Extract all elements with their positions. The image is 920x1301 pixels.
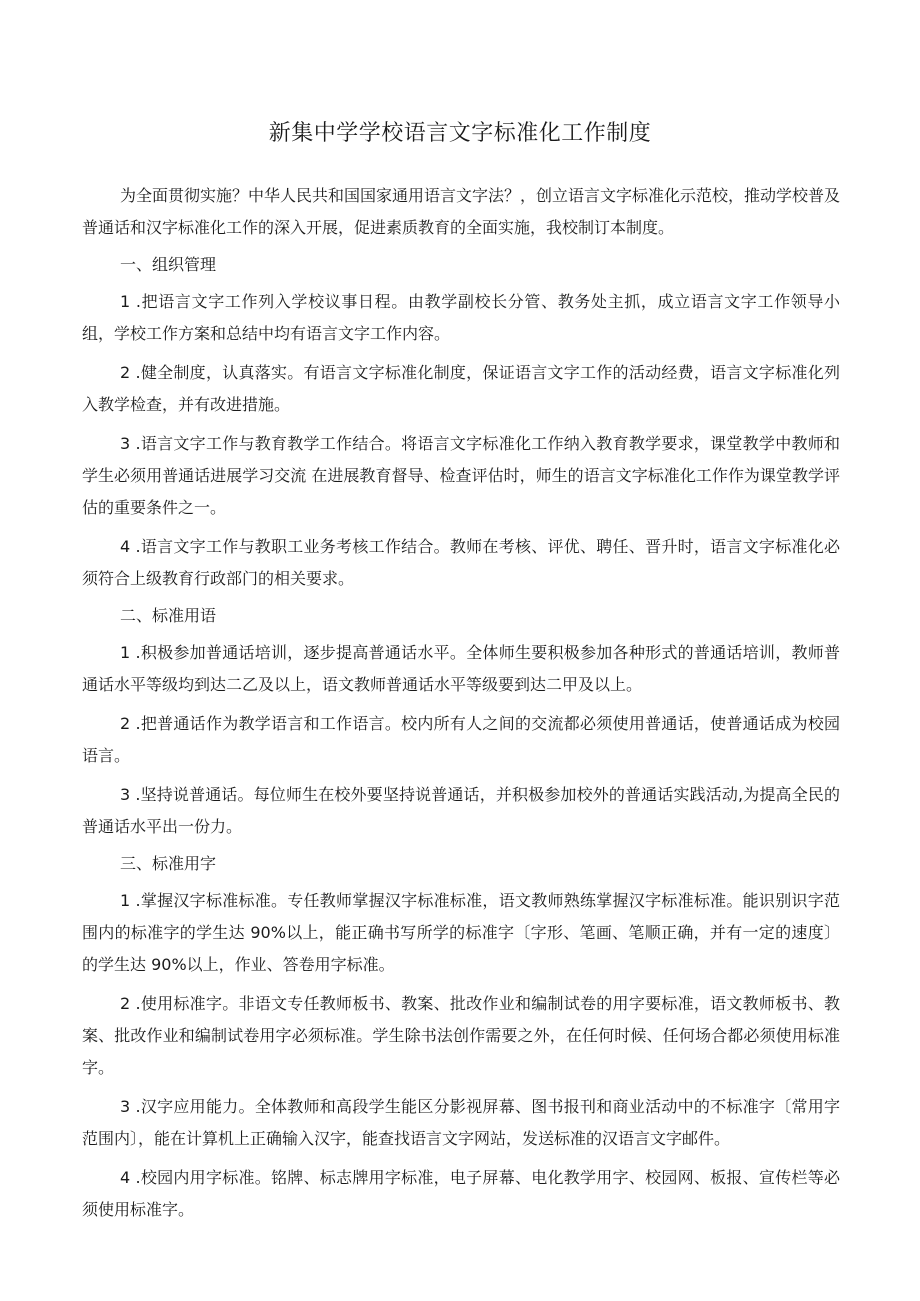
intro-paragraph: 为全面贯彻实施？中华人民共和国国家通用语言文字法？，创立语言文字标准化示范校，推动学校普及普通话和汉字标准化工作的深入开展，促进素质教育的全面实施，我校制订本制度。 [82,186,841,237]
section-item: 1 .把语言文字工作列入学校议事日程。由教学副校长分管、教务处主抓，成立语言文字工作领导小组，学校工作方案和总结中均有语言文字工作内容。 [82,292,840,343]
section-item: 2 .健全制度，认真落实。有语言文字标准化制度，保证语言文字工作的活动经费，语言文字标准化列入教学检查，并有改进措施。 [82,363,840,414]
section-heading: 一、组织管理 [120,255,217,274]
section-item: 1 .掌握汉字标准标准。专任教师掌握汉字标准标准，语文教师熟练掌握汉字标准标准。能识别识字范围内的标准字的学生达 90%以上，能正确书写所学的标准字〔字形、笔画、笔顺正确，并有一定的速度〕的学生达 90%以上，作业、答卷用字标准。 [82,891,840,974]
section-item: 2 .使用标准字。非语文专任教师板书、教案、批改作业和编制试卷的用字要标准，语文教师板书、教案、批改作业和编制试卷用字必须标准。学生除书法创作需要之外，在任何时候、任何场合都必须使用标准字。 [82,994,840,1077]
section-standard-characters [82,850,840,1226]
section-item: 4 .校园内用字标准。铭牌、标志牌用字标准，电子屏幕、电化教学用字、校园网、板报、宣传栏等必须使用标准字。 [82,1168,840,1219]
section-heading: 三、标准用字 [120,854,217,873]
section-item: 2 .把普通话作为教学语言和工作语言。校内所有人之间的交流都必须使用普通话，使普通话成为校园语言。 [82,714,840,765]
section-heading: 二、标准用语 [120,606,217,625]
section-item: 3 .语言文字工作与教育教学工作结合。将语言文字标准化工作纳入教育教学要求，课堂教学中教师和学生必须用普通话进展学习交流 在进展教育督导、检查评估时，师生的语言文字标准化工作作为课堂教学评估的重要条件之一。 [82,434,840,517]
section-item: 3 .汉字应用能力。全体教师和高段学生能区分影视屏幕、图书报刊和商业活动中的不标准字〔常用字范围内〕，能在计算机上正确输入汉字，能查找语言文字网站，发送标准的汉语言文字邮件。 [82,1097,840,1148]
document-body [82,180,840,1233]
section-item: 1 .积极参加普通话培训，逐步提高普通话水平。全体师生要积极参加各种形式的普通话培训，教师普通话水平等级均到达二乙及以上，语文教师普通话水平等级要到达二甲及以上。 [82,643,840,694]
section-organization [82,251,840,595]
section-item: 3 .坚持说普通话。每位师生在校外要坚持说普通话，并积极参加校外的普通话实践活动,为提高全民的普通话水平出一份力。 [82,785,840,836]
section-standard-language [82,602,840,843]
section-item: 4 .语言文字工作与教职工业务考核工作结合。教师在考核、评优、聘任、晋升时，语言文字标准化必须符合上级教育行政部门的相关要求。 [82,537,840,588]
document-title: 新集中学学校语言文字标准化工作制度 [268,121,652,146]
